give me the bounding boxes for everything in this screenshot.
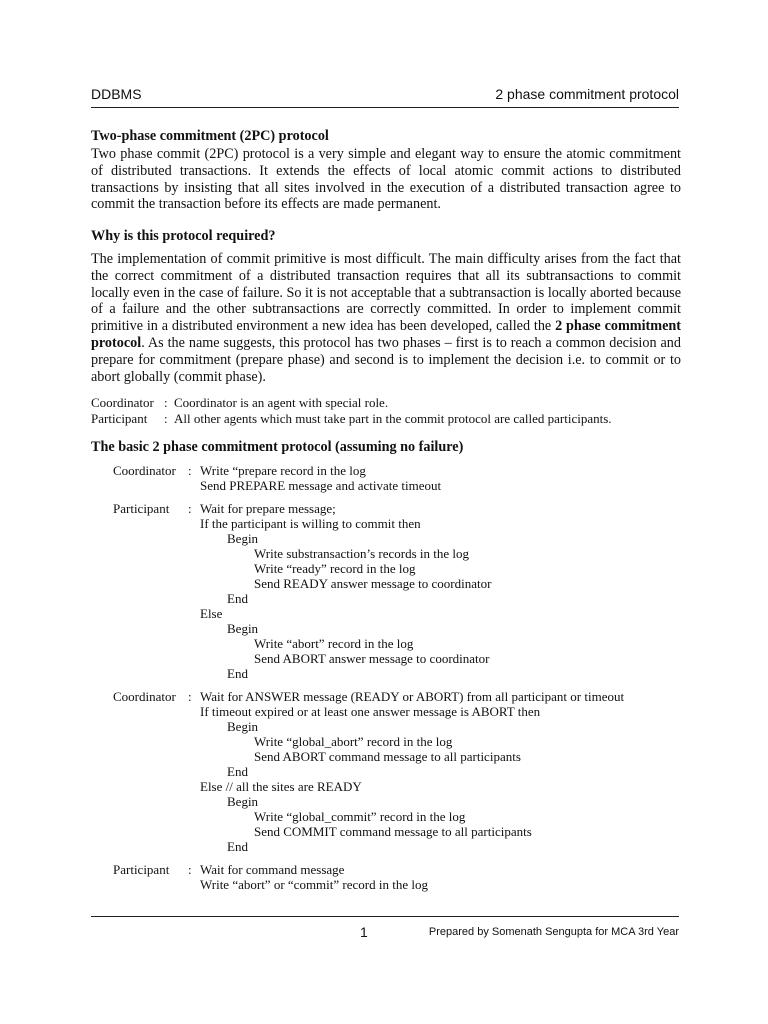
step-sep: : — [188, 463, 192, 478]
step-line: Send COMMIT command message to all participants — [254, 824, 532, 839]
definition-coordinator-sep: : — [164, 395, 168, 410]
paragraph-2pc-intro: Two phase commit (2PC) protocol is a very simple and elegant way to ensure the atomic commitment of distributed transactions. It extends the effects of local atomic commit actions to distributed transactions by insisting that all sites involved in the execution of a distributed transaction agree to commit the transaction before its effects are made permanent. — [91, 146, 681, 213]
step-line: Wait for command message — [200, 862, 345, 877]
step-line: Else — [200, 606, 223, 621]
step-line: Begin — [227, 794, 259, 809]
step-label-participant: Participant — [113, 501, 170, 516]
step-sep: : — [188, 862, 192, 877]
definition-participant-term: Participant — [91, 411, 148, 426]
step-line: Write “global_commit” record in the log — [254, 809, 466, 824]
section-heading-why: Why is this protocol required? — [91, 228, 276, 244]
step-line: Else // all the sites are READY — [200, 779, 362, 794]
definition-participant-sep: : — [164, 411, 168, 426]
step-line: Write “abort” record in the log — [254, 636, 414, 651]
course-name: DDBMS — [91, 86, 142, 102]
footer-rule — [91, 916, 679, 917]
step-label-coordinator: Coordinator — [113, 689, 176, 704]
step-line: Wait for prepare message; — [200, 501, 336, 516]
step-line: Begin — [227, 621, 259, 636]
prepared-by: Prepared by Somenath Sengupta for MCA 3rd Year — [428, 926, 679, 938]
step-line: Send ABORT answer message to coordinator — [254, 651, 490, 666]
step-line: If the participant is willing to commit then — [200, 516, 421, 531]
step-line: End — [227, 764, 248, 779]
section-heading-basic-protocol: The basic 2 phase commitment protocol (assuming no failure) — [91, 439, 464, 455]
step-line: If timeout expired or at least one answer message is ABORT then — [200, 704, 541, 719]
step-line: Send READY answer message to coordinator — [254, 576, 492, 591]
step-sep: : — [188, 501, 192, 516]
definition-coordinator-term: Coordinator — [91, 395, 154, 410]
bold-term: 2 phase commitment protocol — [91, 318, 682, 351]
step-line: End — [227, 666, 248, 681]
page-header — [91, 86, 679, 106]
step-line: Wait for ANSWER message (READY or ABORT) from all participant or timeout — [200, 689, 625, 704]
chapter-title: 2 phase commitment protocol — [495, 86, 679, 102]
header-rule — [91, 107, 679, 108]
definition-coordinator-text: Coordinator is an agent with special role. — [174, 395, 389, 410]
definition-participant-text: All other agents which must take part in the commit protocol are called participants. — [174, 411, 612, 426]
step-line: Write substransaction’s records in the log — [254, 546, 470, 561]
step-line: Write “ready” record in the log — [254, 561, 416, 576]
step-line: End — [227, 839, 248, 854]
step-line: Send ABORT command message to all participants — [254, 749, 521, 764]
step-label-coordinator: Coordinator — [113, 463, 176, 478]
paragraph-why: The implementation of commit primitive is most difficult. The main difficulty arises from the fact that the correct commitment of a distributed transaction requires that all its subtransactions to commit locally even in the case of failure. So it is not acceptable that a subtransaction is locally aborted because of a failure and the other subtransactions are correctly committed. In order to implement commit primitive in a distributed environment a new idea has been developed, called the 2 phase commitment protocol. As the name suggests, this protocol has two phases – first is to reach a common decision and prepare for commitment (prepare phase) and second is to implement the decision i.e. to commit or to abort globally (commit phase). — [91, 251, 682, 385]
step-line: Write “prepare record in the log — [200, 463, 366, 478]
step-line: Begin — [227, 719, 259, 734]
step-sep: : — [188, 689, 192, 704]
step-label-participant: Participant — [113, 862, 170, 877]
step-line: Send PREPARE message and activate timeout — [200, 478, 442, 493]
step-line: Write “abort” or “commit” record in the log — [200, 877, 428, 892]
page-number: 1 — [360, 924, 368, 940]
section-heading-2pc: Two-phase commitment (2PC) protocol — [91, 128, 329, 144]
step-line: End — [227, 591, 248, 606]
step-line: Write “global_abort” record in the log — [254, 734, 453, 749]
step-line: Begin — [227, 531, 259, 546]
